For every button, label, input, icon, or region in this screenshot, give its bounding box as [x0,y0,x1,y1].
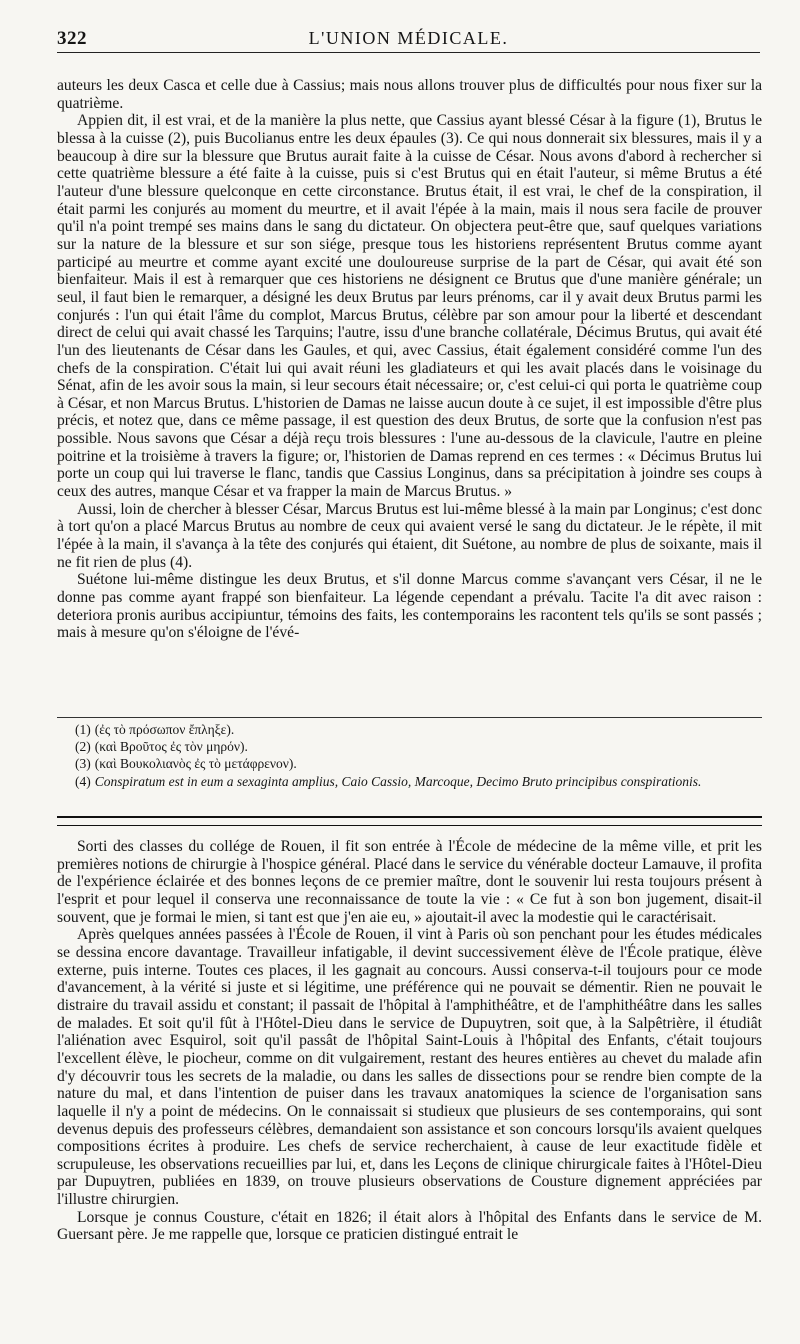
paragraph: Après quelques années passées à l'École de Rouen, il vint à Paris où son penchant pour les études médicales se dessina encore davantage. Travailleur infatigable, il devint successivement élève de l'École pratique, élève externe, puis interne. Toutes ces places, il les gagnait au concours. Aussi conserva-t-il toujours pour ce mode d'avancement, à la vérité si juste et si légitime, une préférence qui ne pouvait se démentir. Rien ne pouvait le distraire du travail assidu et constant; il passait de l'hôpital à l'amphithéâtre, et de l'amphithéâtre dans les salles de malades. Et soit qu'il fût à l'Hôtel-Dieu dans le service de Dupuytren, soit que, à la Salpêtrière, il étudiât l'aliénation avec Esquirol, soit qu'il passât de l'hôpital Saint-Louis à l'hôpital des Enfants, c'était toujours l'excellent élève, le piocheur, comme on dit vulgairement, restant des heures entières au chevet du malade afin d'y découvrir tous les secrets de la maladie, ou dans les salles de dissections pour se rendre bien compte de la nature du mal, et dans l'intention de puiser dans les travaux anatomiques la science de l'organisation sans laquelle il n'y a point de médecins. On le connaissait si studieux que plusieurs de ses contemporains, qui sont devenus depuis des professeurs célèbres, demandaient son assistance et son concours lorsqu'ils avaient quelques compositions écrites à produire. Les chefs de service recherchaient, à cause de leur exactitude fidèle et scrupuleuse, les observations recueillies par lui, et, dans les Leçons de clinique chirurgicale faites à l'Hôtel-Dieu par Dupuytren, publiées en 1839, on trouve plusieurs observations de Cousture dignement appréciées par l'illustre chirurgien. [57,926,762,1209]
footnotes [57,717,762,790]
paragraph: auteurs les deux Casca et celle due à Cassius; mais nous allons trouver plus de difficultés pour nous fixer sur la quatrième. [57,77,762,112]
second-article-body [57,838,762,1244]
section-divider [57,816,762,826]
footnote-text: (καὶ Βροῦτος ἐς τὸν μηρόν). [94,739,248,755]
footnote-text: (καὶ Βουκολιανὸς ἐς τὸ μετάφρενον). [94,756,297,772]
footnote-text: Conspiratum est in eum a sexaginta amplius, Caio Cassio, Marcoque, Decimo Bruto principibus conspirationis. [94,773,702,789]
article-body [57,77,762,642]
paragraph: Lorsque je connus Cousture, c'était en 1826; il était alors à l'hôpital des Enfants dans le service de M. Guersant père. Je me rappelle que, lorsque ce praticien distingué entrait le [57,1208,762,1244]
footnote-number: (3) [75,756,91,772]
footnote [57,738,762,755]
footnote-text: (ἐς τὸ πρόσωπον ἔπληξε). [94,722,235,737]
page-number: 322 [57,28,87,49]
paragraph: Suétone lui-même distingue les deux Brutus, et s'il donne Marcus comme s'avançant vers César, il ne le donne pas comme ayant frappé son bienfaiteur. La légende cependant a prévalu. Tacite l'a dit avec raison : deteriora pronis auribus accipiuntur, témoins des faits, les contemporains les racontent tels qu'ils se sont passés ; mais à mesure qu'on s'éloigne de l'évé- [57,571,762,642]
journal-title: L'UNION MÉDICALE. [308,28,509,48]
paragraph: Aussi, loin de chercher à blesser César, Marcus Brutus est lui-même blessé à la main par Longinus; c'est donc à tort qu'on a placé Marcus Brutus au nombre de ceux qui avaient versé le sang du dictateur. Je le répète, il mit l'épée à la main, il s'avança à la tête des conjurés qui étaient, dit Suétone, au nombre de plus de soixante, mais il ne fit rien de plus (4). [57,500,762,571]
footnote [57,721,762,738]
footnote [57,755,762,772]
footnote-number: (2) [75,739,91,755]
footnote-number: (4) [75,773,91,789]
paragraph: Sorti des classes du collége de Rouen, il fit son entrée à l'École de médecine de la même ville, et prit les premières notions de chirurgie à l'hospice général. Placé dans le service du vénérable docteur Lamauve, il profita de l'expérience éclairée et des bonnes leçons de ce premier maître, dont le souvenir lui resta toujours présent à l'esprit et pour lequel il conserva une reconnaissance de toute la vie : « Ce fut à son bon jugement, disait-il souvent, que je formai le mien, si tant est que j'en aie eu, » ajoutait-il avec la modestie qui le caractérisait. [57,838,762,926]
footnote-number: (1) [75,722,91,737]
paragraph: Appien dit, il est vrai, et de la manière la plus nette, que Cassius ayant blessé César à la figure (1), Brutus le blessa à la cuisse (2), puis Bucolianus entre les deux épaules (3). Ce qui nous donnerait six blessures, mais il y a beaucoup à dire sur la blessure que Brutus aurait faite à la cuisse de César. Nous avons d'abord à rechercher si cette quatrième blessure a été faite à la cuisse, puis si c'est Brutus qui en était l'auteur, si même Brutus a été l'auteur d'une blessure quelconque en cette circonstance. Brutus était, il est vrai, le chef de la conspiration, il était parmi les conjurés au moment du meurtre, et il avait l'épée à la main, mais il nous sera facile de prouver qu'il n'a point trempé ses mains dans le sang du dictateur. On objectera peut-être que, sauf quelques variations sur la nature de la blessure et sur son siége, presque tous les historiens représentent Brutus comme ayant participé au meurtre et comme ayant excité une douloureuse surprise de la part de César, qui avait été son bienfaiteur. Mais il est à remarquer que ces historiens ne désignent ce Brutus que d'une manière générale; un seul, il faut bien le remarquer, a désigné les deux Brutus par leurs prénoms, car il y avait deux Brutus parmi les conjurés : l'un qui était l'âme du complot, Marcus Brutus, célèbre par son amour pour la liberté et descendant direct de celui qui avait chassé les Tarquins; l'autre, issu d'une branche collatérale, Décimus Brutus, qui avait été l'un des lieutenants de César dans les Gaules, et qui, avec Cassius, était également considéré comme l'un des chefs de la conspiration. C'était lui qui avait réuni les gladiateurs et qui les avait placés dans le voisinage du Sénat, afin de les avoir sous la main, si leur secours était nécessaire; or, c'est celui-ci qui porta le quatrième coup à César, et non Marcus Brutus. L'historien de Damas ne laisse aucun doute à ce sujet, il est impossible d'être plus précis, et notez que, dans ce même passage, il est question des deux Brutus, de sorte que la confusion n'est pas possible. Nous savons que César a déjà reçu trois blessures : l'une au-dessous de la clavicule, l'autre en pleine poitrine et la troisième à travers la figure; or, l'historien de Damas reprend en ces termes : « Décimus Brutus lui porte un coup qui lui traverse le flanc, tandis que Cassius Longinus, dans sa précipitation à joindre ses coups à ceux des autres, manque César et va frapper la main de Marcus Brutus. » [57,112,762,501]
footnote [57,773,762,790]
page-header [57,28,760,53]
